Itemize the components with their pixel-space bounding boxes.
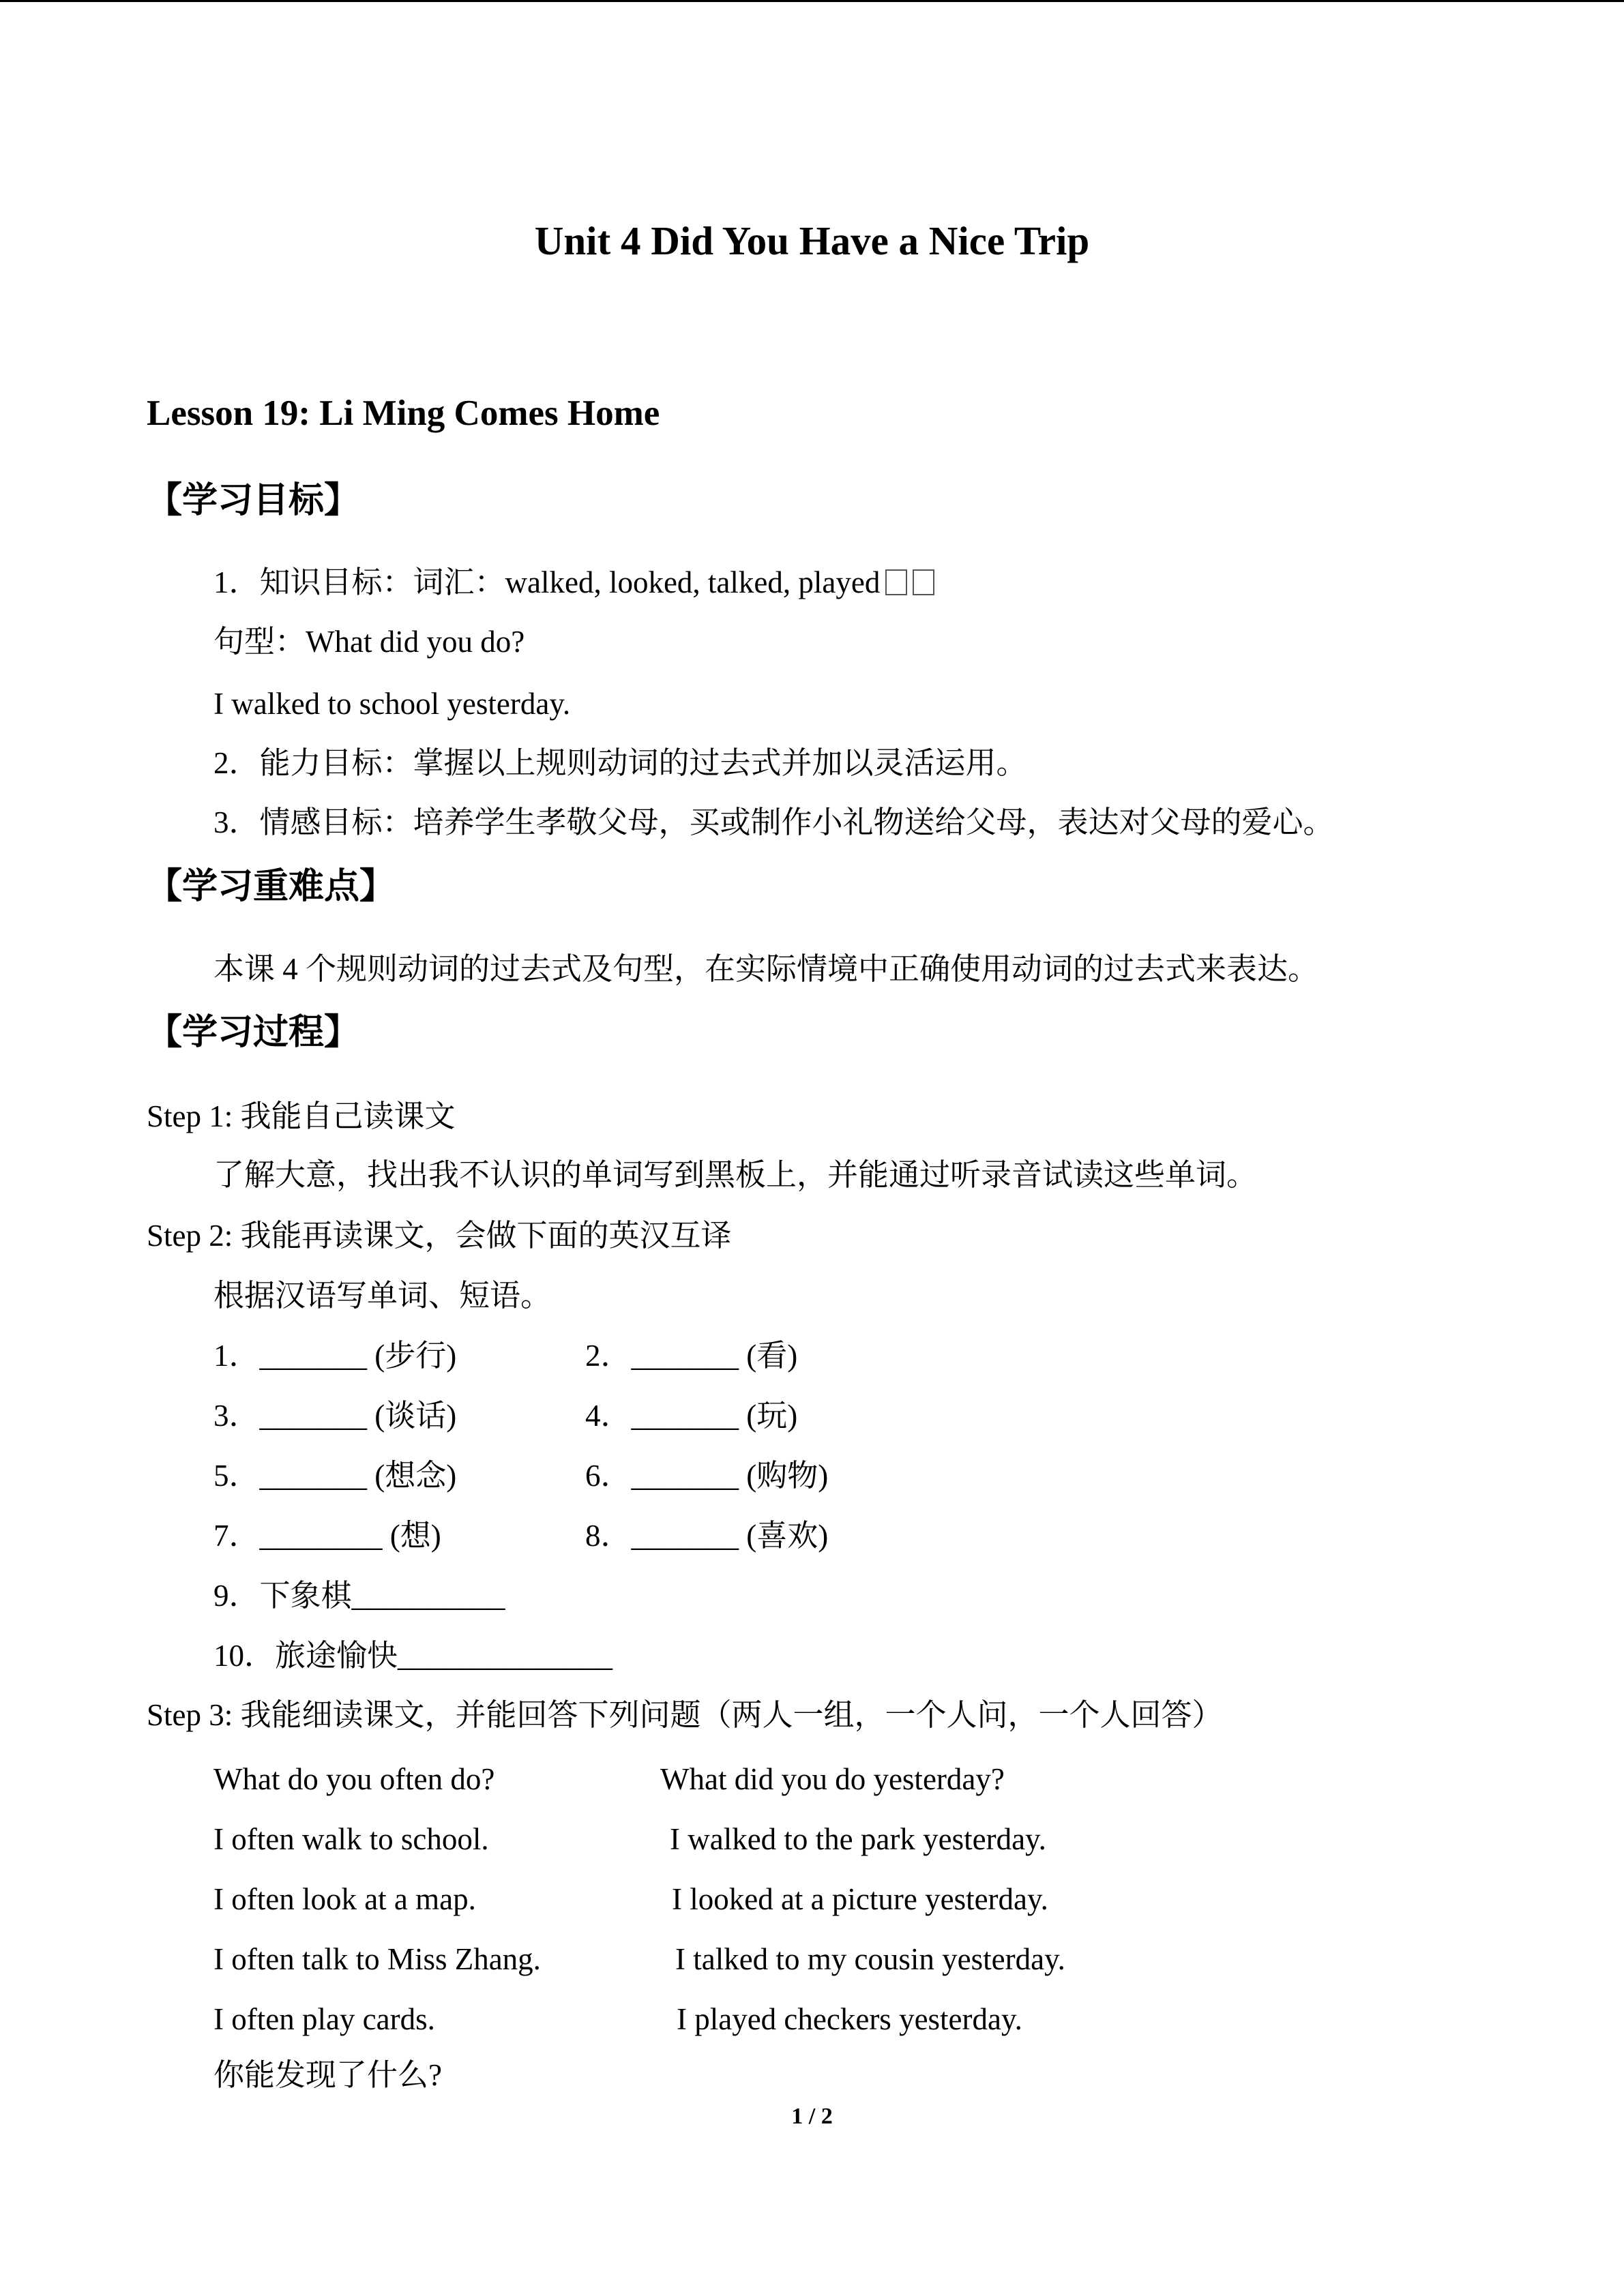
- dialogue-right-1: What did you do yesterday?: [660, 1762, 1005, 1796]
- page-title: Unit 4 Did You Have a Nice Trip: [534, 218, 1090, 263]
- dialogue-left-5: I often play cards.: [213, 2002, 435, 2036]
- dialogue-left-1: What do you often do?: [213, 1762, 495, 1796]
- missing-glyph-box: [913, 569, 934, 595]
- step2-instruction: 根据汉语写单词、短语。: [213, 1279, 552, 1313]
- exercise-item-5: 5．_______ (想念): [213, 1459, 457, 1493]
- exercise-item-7: 7．________ (想): [213, 1519, 441, 1553]
- dialogue-right-4: I talked to my cousin yesterday.: [675, 1942, 1065, 1976]
- dialogue-right-3: I looked at a picture yesterday.: [672, 1882, 1048, 1916]
- exercise-item-8: 8．_______ (喜欢): [585, 1519, 829, 1553]
- objective-1-text: 1．知识目标：词汇：walked, looked, talked, played: [213, 565, 881, 599]
- exercise-item-6: 6．_______ (购物): [585, 1459, 829, 1493]
- objective-3: 3．情感目标：培养学生孝敬父母，买或制作小礼物送给父母，表达对父母的爱心。: [213, 805, 1334, 839]
- dialogue-left-4: I often talk to Miss Zhang.: [213, 1942, 541, 1976]
- section-key-points: 【学习重难点】: [147, 866, 396, 907]
- step2-heading: Step 2: 我能再读课文，会做下面的英汉互译: [147, 1219, 732, 1253]
- objective-1: [213, 561, 934, 603]
- exercise-item-4: 4．_______ (玩): [585, 1399, 798, 1433]
- section-objectives: 【学习目标】: [147, 480, 360, 521]
- lesson-title: Lesson 19: Li Ming Comes Home: [147, 393, 660, 433]
- page-number: 1 / 2: [791, 2104, 833, 2129]
- dialogue-left-3: I often look at a map.: [213, 1882, 476, 1916]
- key-points-text: 本课 4 个规则动词的过去式及句型，在实际情境中正确使用动词的过去式来表达。: [213, 952, 1319, 986]
- top-border: [0, 0, 1624, 2]
- step1-text: 了解大意，找出我不认识的单词写到黑板上，并能通过听录音试读这些单词。: [213, 1158, 1258, 1192]
- section-process: 【学习过程】: [147, 1012, 360, 1053]
- exercise-item-3: 3．_______ (谈话): [213, 1399, 457, 1433]
- exercise-item-1: 1．_______ (步行): [213, 1339, 457, 1373]
- objective-2: 2．能力目标：掌握以上规则动词的过去式并加以灵活运用。: [213, 746, 1027, 780]
- objective-1-pattern: 句型：What did you do?: [213, 625, 525, 659]
- step3-question: 你能发现了什么?: [213, 2058, 442, 2092]
- missing-glyph-box: [885, 569, 907, 595]
- dialogue-left-2: I often walk to school.: [213, 1822, 489, 1856]
- dialogue-right-2: I walked to the park yesterday.: [670, 1822, 1046, 1856]
- step1-heading: Step 1: 我能自己读课文: [147, 1099, 456, 1133]
- exercise-item-9: 9．下象棋__________: [213, 1579, 505, 1613]
- dialogue-right-5: I played checkers yesterday.: [677, 2002, 1022, 2036]
- exercise-item-10: 10．旅途愉快______________: [213, 1639, 613, 1673]
- objective-1-example: I walked to school yesterday.: [213, 687, 571, 721]
- exercise-item-2: 2．_______ (看): [585, 1339, 798, 1373]
- step3-heading: Step 3: 我能细读课文，并能回答下列问题（两人一组，一个人问，一个人回答）: [147, 1698, 1223, 1732]
